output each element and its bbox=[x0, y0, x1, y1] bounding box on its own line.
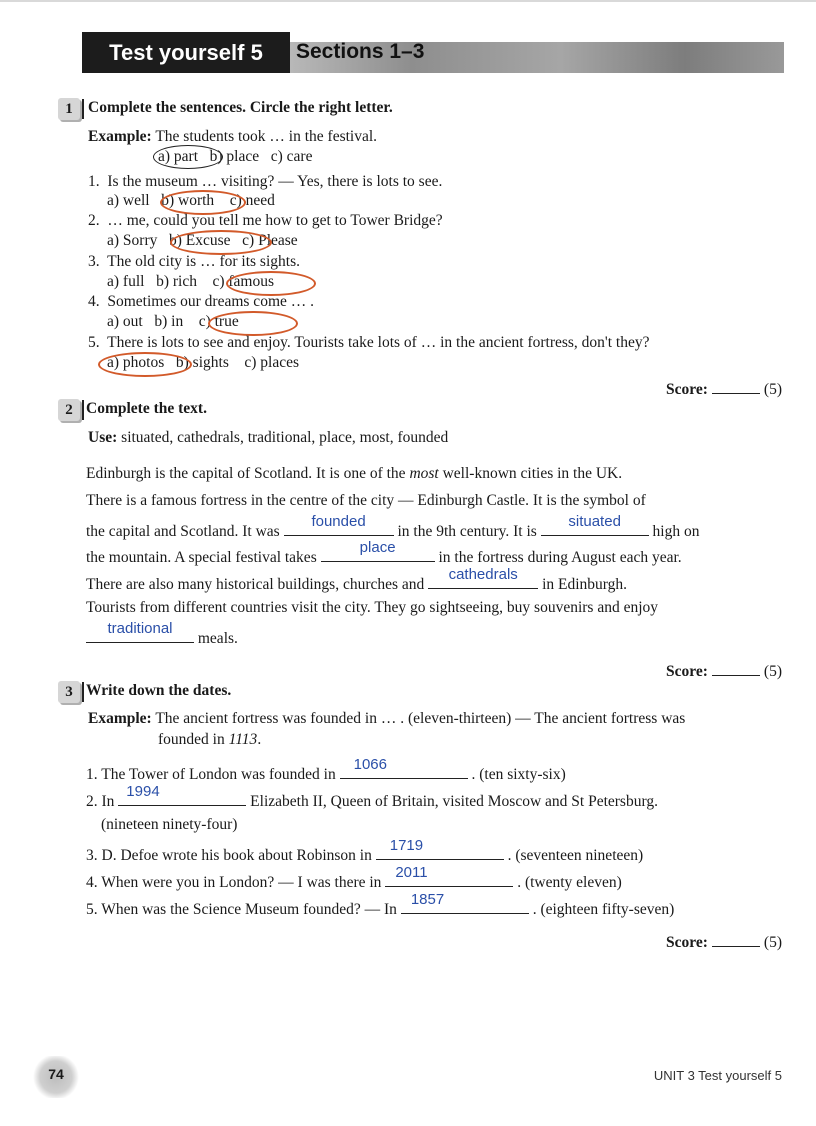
footer-unit-label: UNIT 3 Test yourself 5 bbox=[653, 1068, 782, 1083]
answer-circle bbox=[170, 230, 272, 255]
text-italic: most bbox=[409, 465, 439, 482]
ex2-line-1 bbox=[86, 465, 622, 483]
ex3-example-line-2 bbox=[158, 731, 261, 749]
text: in the fortress during August each year. bbox=[434, 549, 682, 566]
ex3-item-5 bbox=[86, 891, 675, 919]
page-number: 74 bbox=[32, 1056, 80, 1098]
option: b) in bbox=[154, 313, 184, 330]
gap bbox=[118, 783, 246, 806]
option: c) care bbox=[270, 148, 313, 165]
handwritten-answer: 1857 bbox=[410, 891, 445, 908]
ex2-line-2: There is a famous fortress in the centre of the city — Edinburgh Castle. It is the symbol of bbox=[86, 492, 646, 509]
use-label: Use: bbox=[88, 429, 118, 446]
handwritten-answer: founded bbox=[311, 513, 366, 530]
handwritten-answer: place bbox=[359, 539, 396, 556]
text: founded in bbox=[158, 731, 229, 748]
ex2-line-5 bbox=[86, 566, 628, 594]
text: in Edinburgh. bbox=[538, 576, 628, 593]
ex3-example-line-1 bbox=[88, 710, 685, 728]
gap-3 bbox=[321, 539, 435, 562]
option: c) need bbox=[229, 192, 275, 209]
ex1-item-4 bbox=[88, 293, 314, 311]
text: 5. When was the Science Museum founded? — In bbox=[86, 901, 401, 918]
option: a) photos bbox=[107, 354, 165, 371]
option: b) Excuse bbox=[169, 232, 231, 249]
ex2-line-4 bbox=[86, 539, 682, 567]
handwritten-answer: situated bbox=[568, 513, 621, 530]
ex1-item-2 bbox=[88, 212, 443, 230]
gap bbox=[340, 756, 468, 779]
score-blank bbox=[712, 665, 760, 676]
score-label: Score: bbox=[666, 663, 708, 680]
ex1-score bbox=[666, 381, 782, 399]
text: well-known cities in the UK. bbox=[438, 465, 623, 482]
text: high on bbox=[648, 523, 700, 540]
text: There are also many historical buildings, churches and bbox=[86, 576, 429, 593]
ex2-score bbox=[666, 663, 782, 681]
gap bbox=[385, 864, 513, 887]
ex1-item-1 bbox=[88, 173, 442, 191]
example-answer-circle bbox=[153, 145, 223, 169]
item-sentence: … me, could you tell me how to get to Tower Bridge? bbox=[107, 212, 443, 229]
option: b) place bbox=[209, 148, 260, 165]
handwritten-answer: 1719 bbox=[389, 837, 424, 854]
exercise-1-instruction: Complete the sentences. Circle the right letter. bbox=[88, 99, 393, 116]
header-title: Test yourself 5 bbox=[82, 32, 290, 73]
text: 4. When were you in London? — I was there in bbox=[86, 874, 386, 891]
gap-2 bbox=[541, 513, 649, 536]
ex3-item-2-continued: (nineteen ninety-four) bbox=[101, 816, 238, 833]
option: a) part bbox=[158, 148, 199, 165]
text: . bbox=[257, 731, 262, 748]
header-sections: Sections 1–3 bbox=[296, 40, 425, 63]
gap bbox=[401, 891, 529, 914]
ex2-line-3 bbox=[86, 513, 700, 541]
handwritten-answer: traditional bbox=[107, 620, 173, 637]
ex3-score bbox=[666, 934, 782, 952]
gap-5 bbox=[86, 620, 194, 643]
score-max: (5) bbox=[763, 934, 782, 951]
text: . (twenty eleven) bbox=[513, 874, 622, 891]
text: 3. D. Defoe wrote his book about Robinson in bbox=[86, 847, 376, 864]
example-label: Example: bbox=[88, 710, 152, 727]
exercise-3-number: 3 bbox=[58, 681, 80, 703]
top-border bbox=[0, 0, 816, 2]
exercise-3-instruction: Write down the dates. bbox=[86, 682, 232, 699]
option: b) worth bbox=[161, 192, 215, 209]
ex1-item-3 bbox=[88, 253, 300, 271]
gap-1 bbox=[284, 513, 394, 536]
option: c) true bbox=[198, 313, 239, 330]
text: the capital and Scotland. It was bbox=[86, 523, 284, 540]
item-sentence: Sometimes our dreams come … . bbox=[107, 293, 314, 310]
item-number: 5. bbox=[88, 334, 100, 351]
item-number: 2. bbox=[88, 212, 100, 229]
score-max: (5) bbox=[763, 663, 782, 680]
handwritten-answer: 1066 bbox=[353, 756, 387, 773]
gap-4 bbox=[428, 566, 538, 589]
item-number: 3. bbox=[88, 253, 100, 270]
text: the mountain. A special festival takes bbox=[86, 549, 321, 566]
ex1-example bbox=[88, 128, 377, 146]
text-italic: 1113 bbox=[228, 731, 258, 748]
option: a) Sorry bbox=[107, 232, 158, 249]
ex2-line-6: Tourists from different countries visit the city. They go sightseeing, buy souvenirs and enjoy bbox=[86, 599, 659, 616]
handwritten-answer: 1994 bbox=[126, 783, 160, 800]
option: c) famous bbox=[212, 273, 275, 290]
text: . (eighteen fifty-seven) bbox=[528, 901, 675, 918]
item-number: 4. bbox=[88, 293, 100, 310]
text: . (seventeen nineteen) bbox=[503, 847, 644, 864]
word-bank: situated, cathedrals, traditional, place, most, founded bbox=[121, 429, 449, 446]
handwritten-answer: 2011 bbox=[395, 864, 428, 881]
text: 2. In bbox=[86, 793, 119, 810]
option: c) places bbox=[244, 354, 300, 371]
item-sentence: The old city is … for its sights. bbox=[107, 253, 300, 270]
score-max: (5) bbox=[763, 381, 782, 398]
score-label: Score: bbox=[666, 381, 708, 398]
example-label: Example: bbox=[88, 128, 152, 145]
text: 1. The Tower of London was founded in bbox=[86, 766, 340, 783]
text: . (ten sixty-six) bbox=[467, 766, 566, 783]
example-text: The ancient fortress was founded in … . (eleven-thirteen) — The ancient fortress was bbox=[155, 710, 686, 727]
text: in the 9th century. It is bbox=[393, 523, 541, 540]
ex3-item-4 bbox=[86, 864, 622, 892]
exercise-1-number: 1 bbox=[58, 98, 80, 120]
example-sentence: The students took … in the festival. bbox=[155, 128, 378, 145]
handwritten-answer: cathedrals bbox=[448, 566, 518, 583]
option: a) well bbox=[107, 192, 150, 209]
score-blank bbox=[712, 383, 760, 394]
ex3-item-3 bbox=[86, 837, 644, 865]
option: c) Please bbox=[242, 232, 298, 249]
item-sentence: Is the museum … visiting? — Yes, there is lots to see. bbox=[107, 173, 443, 190]
ex2-line-7 bbox=[86, 620, 238, 648]
ex1-item-5 bbox=[88, 334, 649, 352]
gap bbox=[376, 837, 504, 860]
ex3-item-1 bbox=[86, 756, 566, 784]
option: b) rich bbox=[156, 273, 197, 290]
option: b) sights bbox=[175, 354, 229, 371]
text: meals. bbox=[194, 630, 238, 647]
exercise-2-instruction: Complete the text. bbox=[86, 400, 207, 417]
answer-circle bbox=[208, 311, 298, 336]
item-number: 1. bbox=[88, 173, 100, 190]
option: a) out bbox=[107, 313, 143, 330]
score-label: Score: bbox=[666, 934, 708, 951]
ex3-item-2 bbox=[86, 783, 658, 811]
score-blank bbox=[712, 936, 760, 947]
item-sentence: There is lots to see and enjoy. Tourists take lots of … in the ancient fortress, don't they? bbox=[107, 334, 650, 351]
ex2-use-words bbox=[88, 429, 448, 447]
text: Elizabeth II, Queen of Britain, visited Moscow and St Petersburg. bbox=[246, 793, 658, 810]
text: Edinburgh is the capital of Scotland. It is one of the bbox=[86, 465, 410, 482]
exercise-2-number: 2 bbox=[58, 399, 80, 421]
option: a) full bbox=[107, 273, 145, 290]
answer-circle bbox=[98, 352, 192, 377]
page-header bbox=[82, 32, 784, 76]
